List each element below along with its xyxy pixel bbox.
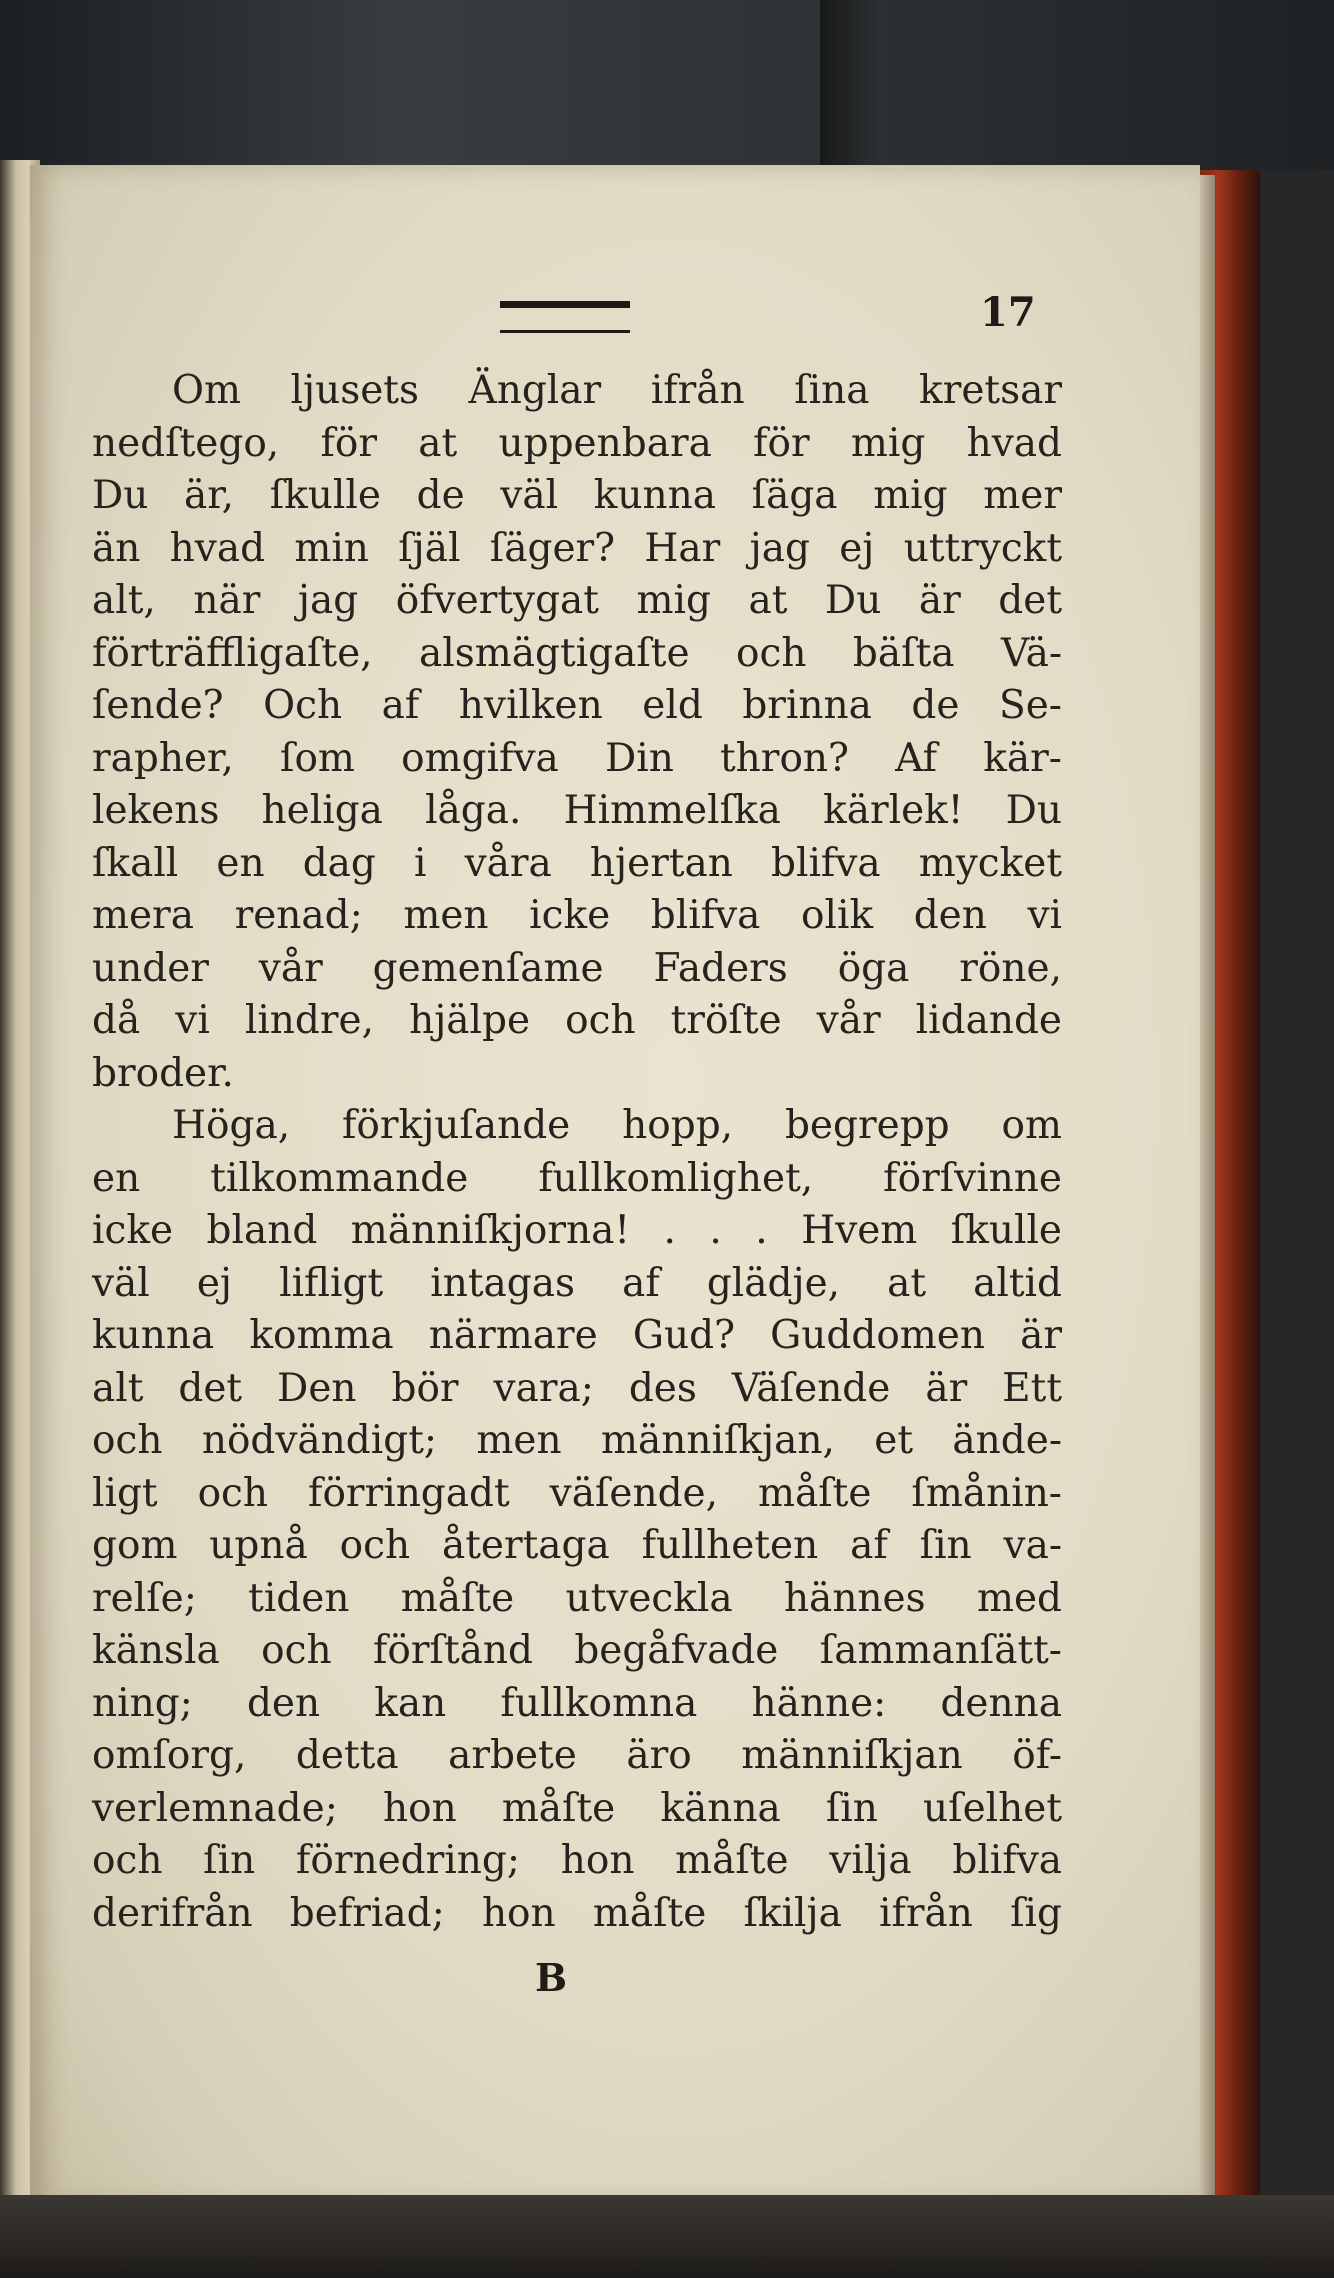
text-line: ſkall en dag i våra hjertan blifva mycket [92,840,1062,886]
page-number: 17 [980,289,1036,336]
text-line: och ſin förnedring; hon måſte vilja blifva [92,1838,1062,1883]
text-line: under vår gemenſame Faders öga röne, [92,945,1062,991]
body-text [92,365,1062,1940]
background-shadow [820,0,880,170]
text-line: en tilkommande fullkomlighet, förſvinne [92,1155,1062,1201]
book-page [30,165,1200,2205]
text-line: verlemnade; hon måſte känna ſin uſelhet [92,1785,1062,1831]
text-line: broder. [92,1050,234,1096]
background [0,0,1334,170]
text-line: ning; den kan fullkomna hänne: denna [92,1680,1062,1726]
text-line: och nödvändigt; men männiſkjan, et ände- [92,1418,1062,1463]
text-line: alt det Den bör vara; des Väſende är Ett [92,1365,1062,1411]
text-line: nedſtego, för at uppenbara för mig hvad [92,420,1062,466]
text-line: gom upnå och återtaga fullheten af ſin va- [92,1523,1062,1568]
text-line: Du är, ſkulle de väl kunna ſäga mig mer [92,473,1062,518]
text-line: känsla och förſtånd begåfvade ſammanſätt- [92,1628,1062,1673]
header-rule [500,301,630,333]
text-line: ligt och förringadt väſende, måſte ſmånin- [92,1470,1062,1516]
text-line: icke bland männiſkjorna! . . . Hvem ſkulle [92,1208,1062,1253]
text-line: mera renad; men icke blifva olik den vi [92,893,1062,938]
text-line: lekens heliga låga. Himmelſka kärlek! Du [92,788,1062,833]
text-line: kunna komma närmare Gud? Guddomen är [92,1313,1062,1358]
text-line: rapher, ſom omgifva Din thron? Af kär- [92,735,1062,781]
text-line: än hvad min ſjäl ſäger? Har jag ej uttryckt [92,525,1062,571]
text-line: Om ljusets Änglar ifrån ſina kretsar [172,368,1062,413]
text-line: relſe; tiden måſte utveckla hännes med [92,1575,1062,1621]
text-line: väl ej lifligt intagas af glädje, at altid [92,1260,1062,1306]
text-line: då vi lindre, hjälpe och tröſte vår lidande [92,998,1062,1043]
text-line: ſende? Och af hvilken eld brinna de Se- [92,683,1062,728]
bottom-shadow [0,2195,1334,2278]
text-line: Höga, förkjuſande hopp, begrepp om [172,1103,1062,1148]
text-line: omſorg, detta arbete äro männiſkjan öf- [92,1733,1062,1778]
signature-mark: B [535,1955,568,2000]
text-line: förträffligaſte, alsmägtigaſte och bäſta Vä- [92,630,1062,676]
text-line: alt, när jag öfvertygat mig at Du är det [92,578,1062,623]
text-line: derifrån befriad; hon måſte ſkilja ifrån ſig [92,1890,1062,1936]
